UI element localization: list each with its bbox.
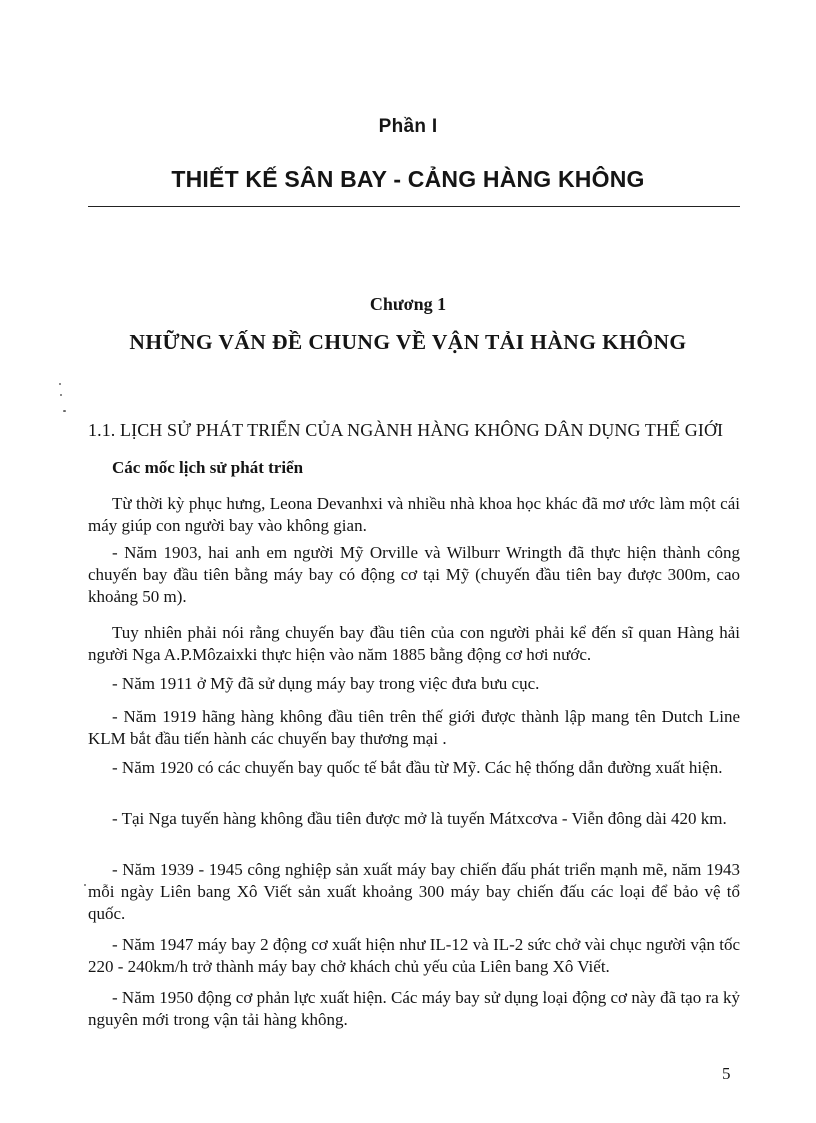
chapter-label: Chương 1 [369, 294, 447, 314]
scan-speck [59, 383, 61, 385]
paragraph: - Năm 1919 hãng hàng không đầu tiên trên thế giới được thành lập mang tên Dutch Line KLM bắt đầu tiến hành các chuyến bay thương mại . [88, 707, 740, 748]
section-heading: 1.1. LỊCH SỬ PHÁT TRIỂN CỦA NGÀNH HÀNG KHÔNG DÂN DỤNG THẾ GIỚI [88, 420, 724, 440]
sub-heading: Các mốc lịch sử phát triển [112, 458, 304, 477]
part-title: THIẾT KẾ SÂN BAY - CẢNG HÀNG KHÔNG [171, 166, 645, 192]
scan-speck [63, 410, 66, 412]
scan-speck [60, 394, 62, 396]
paragraph: - Năm 1947 máy bay 2 động cơ xuất hiện như IL-12 và IL-2 sức chở vài chục người vận tốc 220 - 240km/h trở thành máy bay chở khách chủ yếu của Liên bang Xô Viết. [88, 935, 740, 976]
paragraph: - Năm 1920 có các chuyến bay quốc tế bắt đầu từ Mỹ. Các hệ thống dẫn đường xuất hiện. [112, 758, 723, 777]
paragraph: - Năm 1911 ở Mỹ đã sử dụng máy bay trong việc đưa bưu cục. [112, 674, 540, 693]
part-label: Phần I [378, 116, 438, 137]
paragraph: Tuy nhiên phải nói rằng chuyến bay đầu tiên của con người phải kể đến sĩ quan Hàng hải người Nga A.P.Môzaixki thực hiện vào năm 1885 bằng động cơ hơi nước. [88, 623, 740, 664]
paragraph: - Năm 1939 - 1945 công nghiệp sản xuất máy bay chiến đấu phát triển mạnh mẽ, năm 1943 mỗi ngày Liên bang Xô Viết sản xuất khoảng 300 máy bay chiến đấu các loại để bảo vệ tổ quốc. [88, 860, 740, 923]
paragraph: - Tại Nga tuyến hàng không đầu tiên được mở là tuyến Mátxcơva - Viễn đông dài 420 km. [112, 809, 727, 828]
paragraph: - Năm 1903, hai anh em người Mỹ Orville và Wilburr Wringth đã thực hiện thành công chuyến bay đầu tiên bằng máy bay có động cơ tại Mỹ (chuyến đầu tiên bay được 300m, cao khoảng 50 m). [88, 543, 740, 606]
divider-rule [88, 206, 740, 207]
paragraph: - Năm 1950 động cơ phản lực xuất hiện. Các máy bay sử dụng loại động cơ này đã tạo ra kỷ nguyên mới trong vận tải hàng không. [88, 988, 740, 1029]
page-number: 5 [722, 1064, 731, 1083]
chapter-title: NHỮNG VẤN ĐỀ CHUNG VỀ VẬN TẢI HÀNG KHÔNG [129, 330, 687, 354]
scan-speck [84, 884, 86, 886]
paragraph: Từ thời kỳ phục hưng, Leona Devanhxi và nhiều nhà khoa học khác đã mơ ước làm một cái máy giúp con người bay vào không gian. [88, 494, 740, 535]
